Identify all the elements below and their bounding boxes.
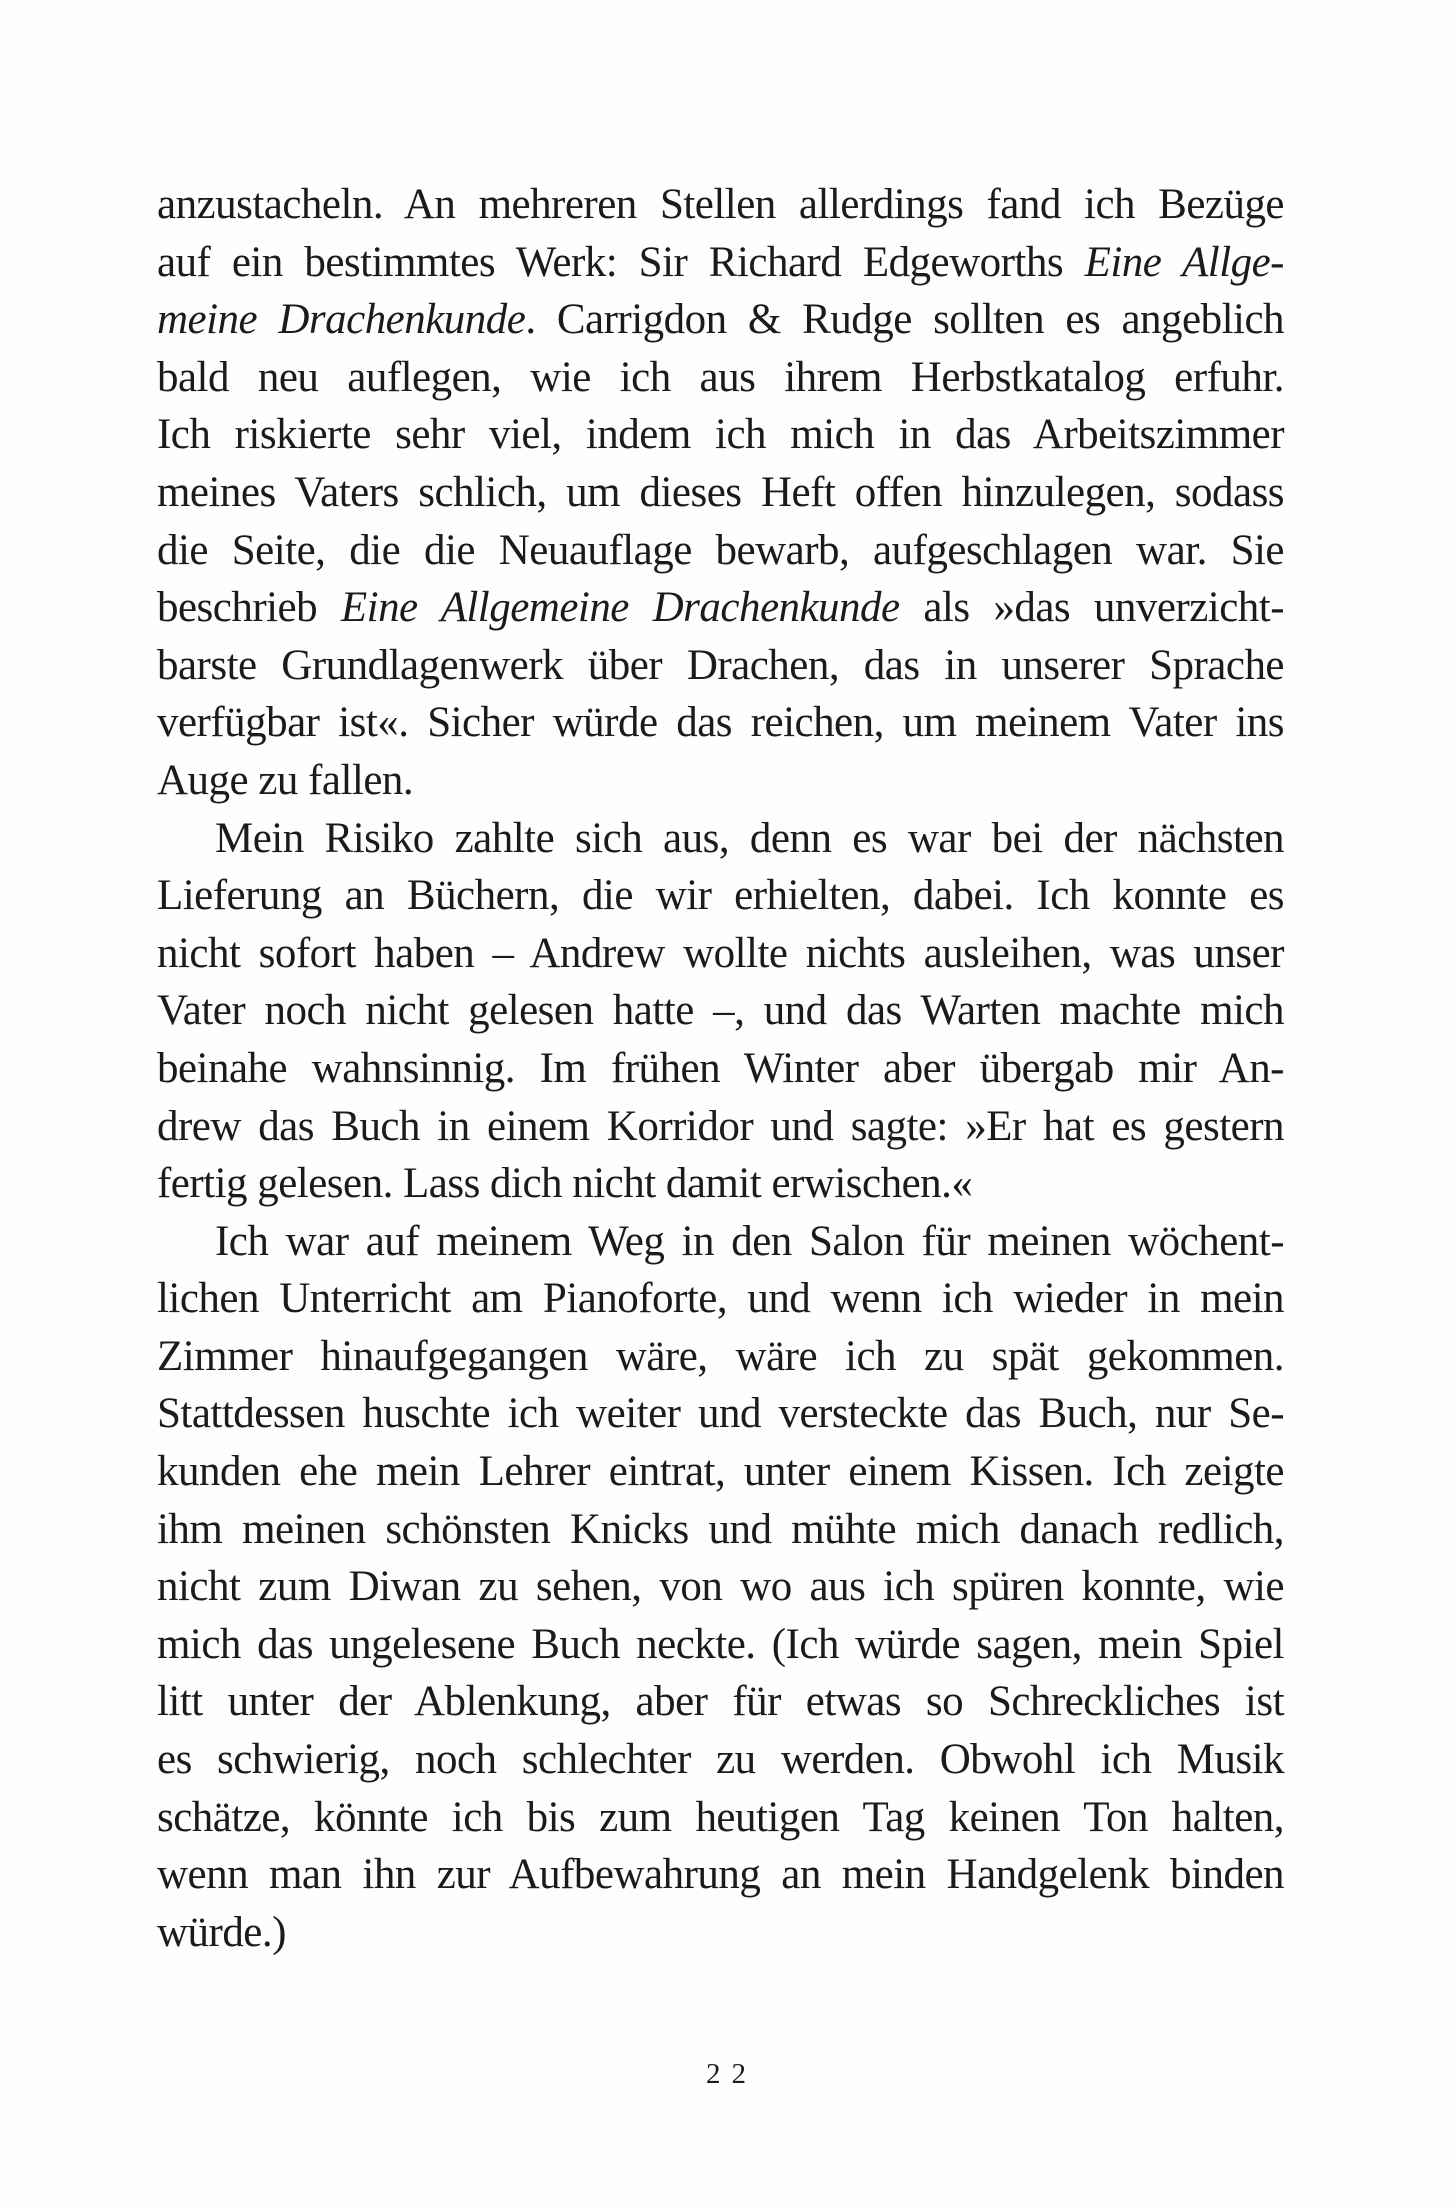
text-line (157, 1846, 1284, 1904)
text-segment: fertig gelesen. Lass dich nicht damit erwischen.« (157, 1160, 973, 1208)
text-segment: auf ein bestimmtes Werk: Sir Richard Edgeworths (157, 238, 1085, 286)
text-segment: Mein Risiko zahlte sich aus, denn es war bei der nächsten (215, 814, 1284, 862)
text-line (157, 1673, 1284, 1731)
text-segment: die Seite, die die Neuauflage bewarb, aufgeschlagen war. Sie (157, 526, 1284, 574)
text-line (157, 810, 1284, 868)
text-line (157, 1904, 1284, 1962)
text-line (157, 1155, 1284, 1213)
text-line (157, 1731, 1284, 1789)
paragraph (157, 810, 1284, 1213)
text-segment: wenn man ihn zur Aufbewahrung an mein Handgelenk binden (157, 1851, 1284, 1899)
text-segment: beschrieb (157, 584, 341, 632)
text-line (157, 1443, 1284, 1501)
paragraph (157, 176, 1284, 810)
text-segment: meines Vaters schlich, um dieses Heft offen hinzulegen, sodass (157, 468, 1284, 516)
text-line (157, 694, 1284, 752)
text-line (157, 1328, 1284, 1386)
page-number: 22 (706, 2058, 757, 2090)
text-segment: Auge zu fallen. (157, 756, 414, 804)
text-segment: Ich war auf meinem Weg in den Salon für meinen wöchent- (215, 1217, 1284, 1265)
text-segment: verfügbar ist«. Sicher würde das reichen, um meinem Vater ins (157, 699, 1284, 747)
text-line (157, 579, 1284, 637)
text-segment: Zimmer hinaufgegangen wäre, wäre ich zu spät gekommen. (157, 1332, 1284, 1380)
paragraph (157, 1213, 1284, 1962)
text-line (157, 637, 1284, 695)
page-text (157, 176, 1284, 1961)
text-segment: barste Grundlagenwerk über Drachen, das in unserer Sprache (157, 641, 1284, 689)
text-segment: ihm meinen schönsten Knicks und mühte mich danach redlich, (157, 1505, 1284, 1553)
text-line (157, 1385, 1284, 1443)
text-line (157, 1040, 1284, 1098)
text-line (157, 522, 1284, 580)
text-line (157, 1270, 1284, 1328)
text-segment: würde.) (157, 1908, 286, 1956)
text-line (157, 1789, 1284, 1847)
book-title-italic: meine Drachenkunde (157, 296, 526, 344)
text-line (157, 406, 1284, 464)
text-line (157, 982, 1284, 1040)
text-segment: Vater noch nicht gelesen hatte –, und das Warten machte mich (157, 987, 1284, 1035)
text-line (157, 867, 1284, 925)
text-line (157, 291, 1284, 349)
text-segment: bald neu auflegen, wie ich aus ihrem Herbstkatalog erfuhr. (157, 353, 1284, 401)
text-segment: . Carrigdon & Rudge sollten es angeblich (525, 296, 1284, 344)
text-segment: nicht zum Diwan zu sehen, von wo aus ich spüren konnte, wie (157, 1563, 1284, 1611)
text-line (157, 752, 1284, 810)
text-segment: litt unter der Ablenkung, aber für etwas so Schreckliches ist (157, 1678, 1284, 1726)
text-segment: beinahe wahnsinnig. Im frühen Winter aber übergab mir An- (157, 1044, 1284, 1092)
text-segment: kunden ehe mein Lehrer eintrat, unter einem Kissen. Ich zeigte (157, 1448, 1284, 1496)
text-line (157, 1501, 1284, 1559)
text-segment: Lieferung an Büchern, die wir erhielten, dabei. Ich konnte es (157, 872, 1284, 920)
text-segment: Stattdessen huschte ich weiter und versteckte das Buch, nur Se- (157, 1390, 1284, 1438)
text-segment: anzustacheln. An mehreren Stellen allerdings fand ich Bezüge (157, 181, 1284, 228)
text-line (157, 925, 1284, 983)
text-segment: als »das unverzicht- (899, 584, 1284, 632)
text-line (157, 1558, 1284, 1616)
text-line (157, 1616, 1284, 1674)
text-line (157, 1213, 1284, 1271)
text-segment: schätze, könnte ich bis zum heutigen Tag keinen Ton halten, (157, 1793, 1284, 1841)
text-segment: es schwierig, noch schlechter zu werden. Obwohl ich Musik (157, 1736, 1284, 1784)
text-segment: lichen Unterricht am Pianoforte, und wenn ich wieder in mein (157, 1275, 1284, 1323)
book-title-italic: Eine Allge- (1084, 238, 1284, 286)
text-segment: drew das Buch in einem Korridor und sagte: »Er hat es gestern (157, 1102, 1284, 1150)
book-title-italic: Eine Allgemeine Drachenkunde (340, 584, 900, 632)
text-line (157, 349, 1284, 407)
text-line (157, 464, 1284, 522)
text-line (157, 234, 1284, 292)
text-segment: nicht sofort haben – Andrew wollte nichts ausleihen, was unser (157, 929, 1284, 977)
text-line (157, 176, 1284, 234)
text-segment: Ich riskierte sehr viel, indem ich mich in das Arbeitszimmer (157, 411, 1284, 459)
text-line (157, 1098, 1284, 1156)
text-segment: mich das ungelesene Buch neckte. (Ich würde sagen, mein Spiel (157, 1620, 1284, 1668)
